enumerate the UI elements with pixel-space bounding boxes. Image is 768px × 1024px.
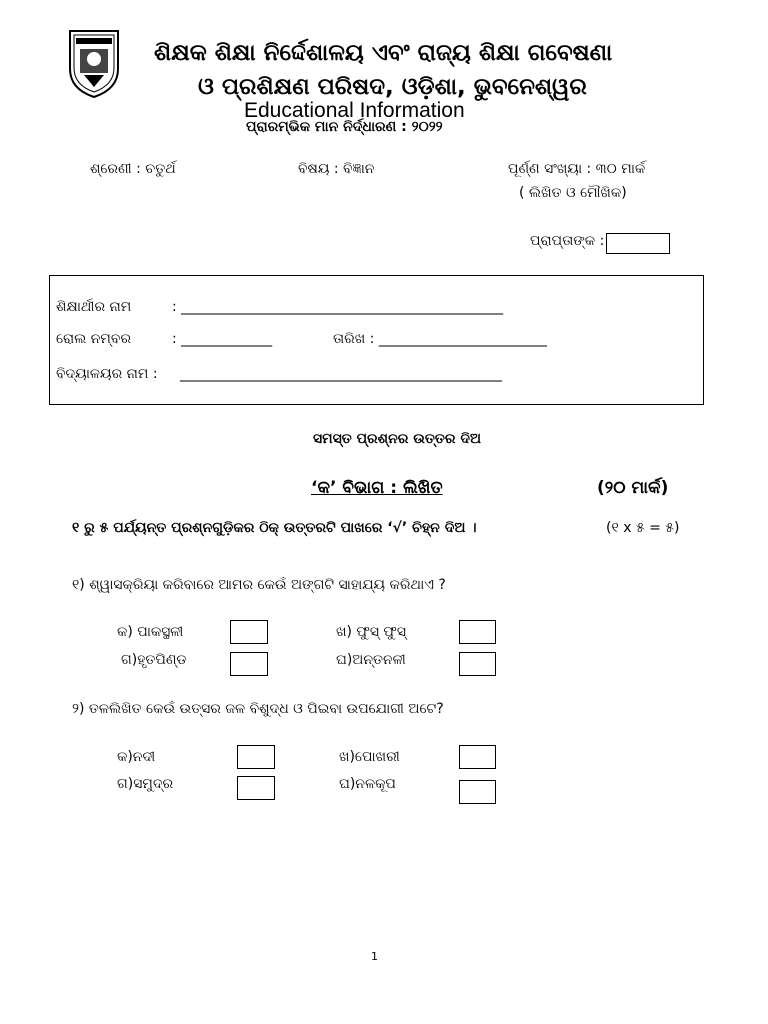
section-title: ‘କ’ ବିଭାଗ : ଲିଖିତ <box>311 478 443 498</box>
student-name-label: ଶିକ୍ଷାର୍ଥୀର ନାମ <box>56 299 132 315</box>
q1-option-c: ଗ)ହୃତପିଣ୍ଡ <box>121 652 187 668</box>
exam-mode: ( ଲିଖିତ ଓ ମୌଖିକ) <box>519 185 627 201</box>
subject-label: ବିଷୟ : ବିଜ୍ଞାନ <box>298 161 375 177</box>
obtained-marks-label: ପ୍ରାପ୍ତାଙ୍କ : <box>530 233 605 249</box>
q2-option-a-checkbox[interactable] <box>237 745 275 769</box>
q1-option-a: କ) ପାକସ୍ଥଳୀ <box>117 624 184 640</box>
tick-marks: (୧ x ୫ = ୫) <box>606 520 680 536</box>
school-name-label: ବିଦ୍ୟାଳୟର ନାମ : <box>56 366 158 382</box>
sceRT-logo <box>66 27 122 99</box>
header-line-1: ଶିକ୍ଷକ ଶିକ୍ଷା ନିର୍ଦ୍ଦେଶାଳୟ ଏବଂ ରାଜ୍ୟ ଶିକ୍ଷା ଗବେଷଣା <box>154 40 613 66</box>
q2-option-c-checkbox[interactable] <box>237 776 275 800</box>
date-field[interactable]: ତାରିଖ : ________________________ <box>333 331 547 347</box>
q2-option-d-checkbox[interactable] <box>459 780 496 804</box>
school-name-field[interactable]: ______________________________________________ <box>180 366 502 382</box>
full-marks: ପୂର୍ଣ୍ଣ ସଂଖ୍ୟା : ୩୦ ମାର୍କ <box>508 161 646 177</box>
tick-instruction: ୧ ରୁ ୫ ପର୍ଯ୍ୟନ୍ତ ପ୍ରଶ୍ନଗୁଡ଼ିକର ଠିକ୍ ଉତ୍ତରଟି ପାଖରେ ‘√’ ଚିହ୍ନ ଦିଅ । <box>72 520 477 536</box>
roll-number-field[interactable]: : _____________ <box>172 331 273 347</box>
student-name-field[interactable]: : ______________________________________________ <box>172 299 504 315</box>
q1-option-a-checkbox[interactable] <box>230 620 268 644</box>
header-english-title: Educational Information <box>244 99 465 122</box>
q1-option-d-checkbox[interactable] <box>459 652 496 676</box>
q1-option-d: ଘ)ଅନ୍ତନଳୀ <box>336 652 406 668</box>
answer-all-instruction: ସମସ୍ତ ପ୍ରଶ୍ନର ଉତ୍ତର ଦିଅ <box>313 431 482 447</box>
q2-option-d: ଘ)ନଳକୂପ <box>339 776 396 792</box>
header-line-2: ଓ ପ୍ରଶିକ୍ଷଣ ପରିଷଦ, ଓଡ଼ିଶା, ଭୁବନେଶ୍ୱର <box>198 74 587 100</box>
question-1-text: ୧) ଶ୍ୱାସକ୍ରିୟା କରିବାରେ ଆମର କେଉଁ ଅଙ୍ଗଟି ସାହାଯ୍ୟ କରିଥାଏ ? <box>72 577 446 593</box>
question-2-text: ୨) ତଳଲିଖିତ କେଉଁ ଉତ୍ସର ଜଳ ବିଶୁଦ୍ଧ ଓ ପିଇବା ଉପଯୋଗୀ ଅଟେ? <box>72 701 444 717</box>
page-number: 1 <box>371 950 378 963</box>
q2-option-c: ଗ)ସମୁଦ୍ର <box>117 776 174 792</box>
exam-title: ପ୍ରାରମ୍ଭିକ ମାନ ନିର୍ଦ୍ଧାରଣ : ୨୦୨୨ <box>246 119 443 135</box>
q2-option-b: ଖ)ପୋଖରୀ <box>339 749 400 765</box>
class-label: ଶ୍ରେଣୀ : ଚତୁର୍ଥ <box>90 161 176 177</box>
q2-option-b-checkbox[interactable] <box>459 745 496 769</box>
q2-option-a: କ)ନଦୀ <box>117 749 156 765</box>
obtained-marks-box[interactable] <box>606 233 670 254</box>
section-marks: (୨୦ ମାର୍କ) <box>597 478 669 498</box>
q1-option-c-checkbox[interactable] <box>230 652 268 676</box>
q1-option-b: ଖ) ଫୁସ୍ ଫୁସ୍ <box>336 624 406 640</box>
q1-option-b-checkbox[interactable] <box>459 620 496 644</box>
roll-number-label: ରୋଲ ନମ୍ବର <box>56 331 132 347</box>
